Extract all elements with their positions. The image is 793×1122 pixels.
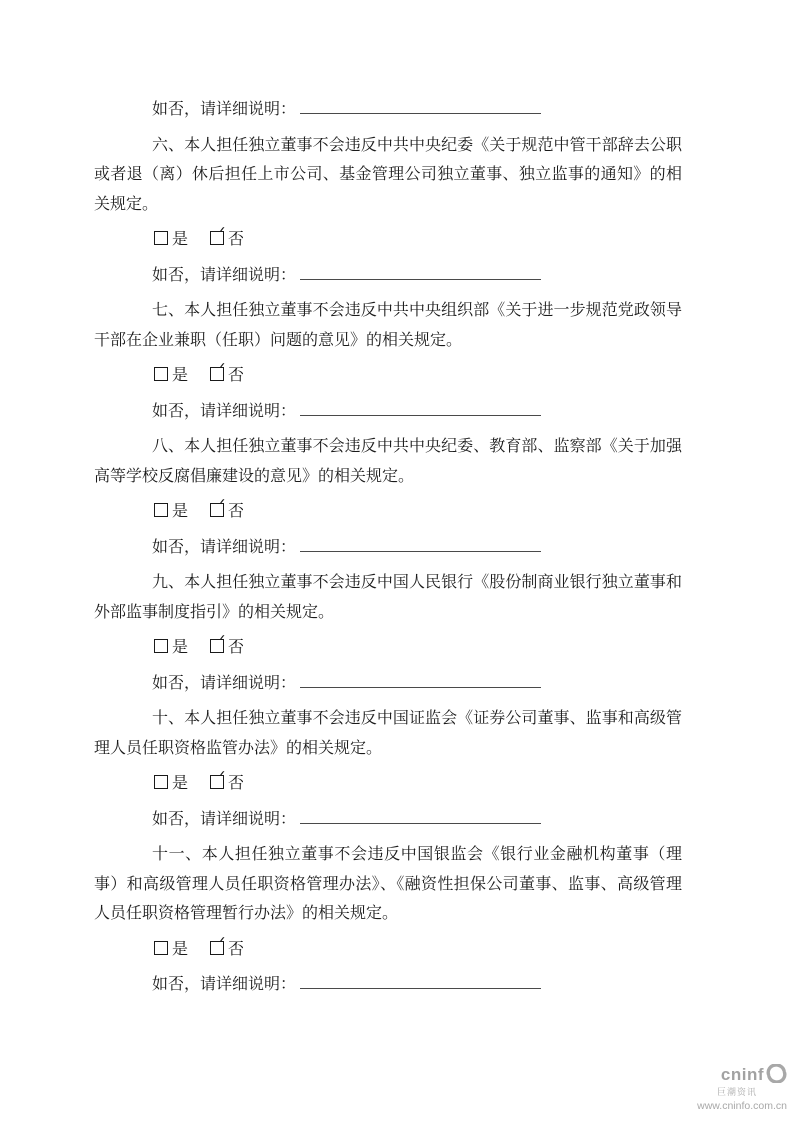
checkbox-checked-icon	[154, 367, 168, 381]
no-option	[210, 231, 244, 248]
checkbox-checked-icon	[154, 775, 168, 789]
if-no-prompt: 如否，请详细说明：	[152, 402, 297, 420]
blank-underline	[300, 111, 541, 114]
yes-label: 是	[172, 775, 189, 792]
cninfo-swirl-icon	[766, 1064, 787, 1083]
yes-no-line	[94, 935, 682, 965]
if-no-line	[94, 805, 682, 835]
yes-option	[154, 231, 188, 248]
if-no-line	[94, 533, 682, 563]
no-option	[210, 503, 244, 520]
checkbox-checked-icon	[154, 941, 168, 955]
checkbox-empty-icon	[210, 503, 224, 517]
yes-no-line	[94, 497, 682, 527]
page-content	[94, 95, 682, 1006]
blank-underline	[300, 821, 541, 824]
yes-option	[154, 941, 188, 958]
yes-label: 是	[172, 367, 189, 384]
no-label: 否	[228, 231, 245, 248]
if-no-prompt: 如否，请详细说明：	[152, 101, 297, 118]
if-no-prompt: 如否，请详细说明：	[152, 266, 297, 284]
cninfo-url: www.cninfo.com.cn	[697, 1100, 787, 1112]
yes-label: 是	[172, 231, 189, 248]
item-paragraph: 七、本人担任独立董事不会违反中共中央组织部《关于进一步规范党政领导干部在企业兼职（任职）问题的意见》的相关规定。	[94, 302, 682, 349]
yes-no-line	[94, 361, 682, 391]
yes-no-line	[94, 769, 682, 799]
if-no-line	[94, 95, 682, 125]
cninfo-logo-text: cninf	[720, 1064, 764, 1084]
no-label: 否	[228, 367, 245, 384]
checkbox-checked-icon	[154, 639, 168, 653]
item-paragraph: 十、本人担任独立董事不会违反中国证监会《证券公司董事、监事和高级管理人员任职资格监管办法》的相关规定。	[94, 710, 682, 757]
checkbox-checked-icon	[154, 231, 168, 245]
checkbox-empty-icon	[210, 231, 224, 245]
if-no-prompt: 如否，请详细说明：	[152, 538, 297, 556]
checkbox-empty-icon	[210, 775, 224, 789]
no-label: 否	[228, 639, 245, 656]
if-no-line	[94, 669, 682, 699]
blank-underline	[300, 986, 541, 989]
no-label: 否	[228, 503, 245, 520]
blank-underline	[300, 413, 541, 416]
item-paragraph: 八、本人担任独立董事不会违反中共中央纪委、教育部、监察部《关于加强高等学校反腐倡廉建设的意见》的相关规定。	[94, 438, 682, 485]
yes-option	[154, 775, 188, 792]
blank-underline	[300, 685, 541, 688]
blank-underline	[300, 549, 541, 552]
yes-no-line	[94, 633, 682, 663]
if-no-line	[94, 397, 682, 427]
yes-label: 是	[172, 503, 189, 520]
checkbox-empty-icon	[210, 367, 224, 381]
checkbox-empty-icon	[210, 639, 224, 653]
checkbox-empty-icon	[210, 941, 224, 955]
no-label: 否	[228, 940, 245, 958]
cninfo-footer	[697, 1064, 787, 1112]
blank-underline	[300, 277, 541, 280]
cninfo-logo	[697, 1064, 787, 1085]
no-option	[210, 367, 244, 384]
no-option	[210, 941, 244, 958]
if-no-prompt: 如否，请详细说明：	[152, 810, 297, 828]
cninfo-chinese-name: 巨潮资讯	[716, 1087, 757, 1097]
checkbox-checked-icon	[154, 503, 168, 517]
yes-option	[154, 367, 188, 384]
yes-option	[154, 639, 188, 656]
item-paragraph: 九、本人担任独立董事不会违反中国人民银行《股份制商业银行独立董事和外部监事制度指引》的相关规定。	[94, 574, 682, 621]
item-paragraph: 十一、本人担任独立董事不会违反中国银监会《银行业金融机构董事（理事）和高级管理人员任职资格管理办法》、《融资性担保公司董事、监事、高级管理人员任职资格管理暂行办法》的相关规定。	[94, 846, 682, 922]
yes-option	[154, 503, 188, 520]
no-label: 否	[228, 775, 245, 792]
if-no-prompt: 如否，请详细说明：	[152, 976, 297, 993]
item-paragraph: 六、本人担任独立董事不会违反中共中央纪委《关于规范中管干部辞去公职或者退（离）休后担任上市公司、基金管理公司独立董事、独立监事的通知》的相关规定。	[94, 136, 682, 213]
yes-label: 是	[172, 639, 189, 656]
if-no-line	[94, 970, 682, 1000]
if-no-line	[94, 261, 682, 291]
no-option	[210, 639, 244, 656]
yes-label: 是	[172, 940, 189, 958]
no-option	[210, 775, 244, 792]
yes-no-line	[94, 225, 682, 255]
if-no-prompt: 如否，请详细说明：	[152, 674, 297, 692]
